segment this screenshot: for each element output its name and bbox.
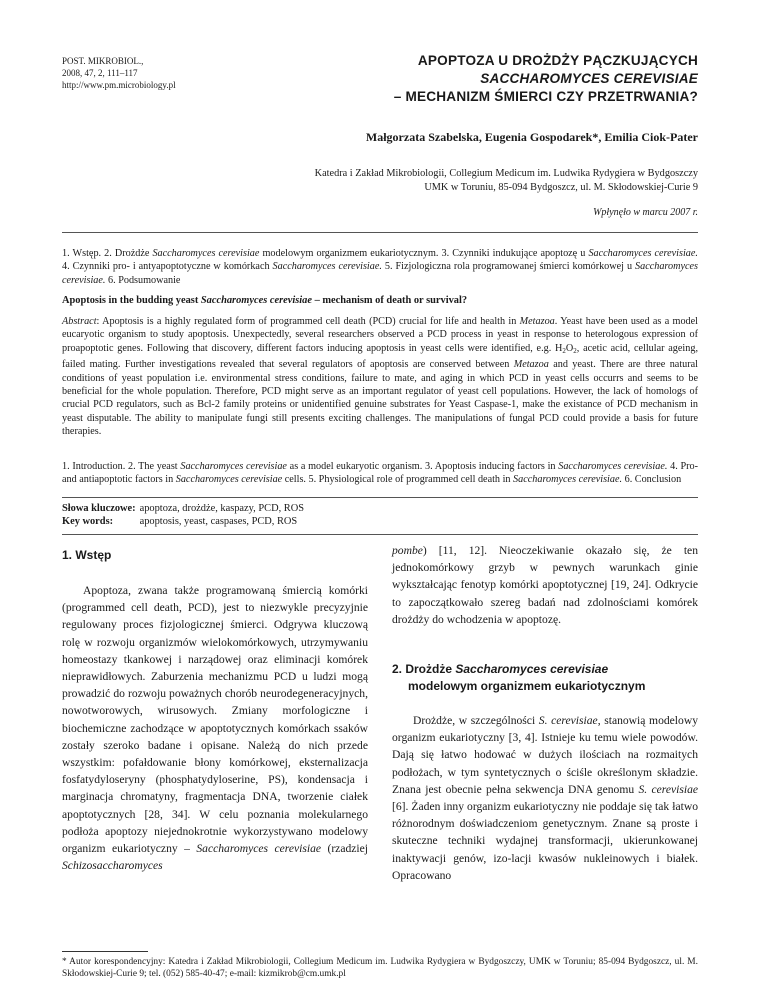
toc-polish: 1. Wstęp. 2. Drożdże Saccharomyces cerevisiae modelowym organizmem eukariotycznym. 3. Czynniki indukujące apoptozę u Saccharomyces cerevisiae. 4. Czynniki pro- i antyapoptotyczne w komórkach Saccharomyces cerevisiae. 5. Fizjologiczna rola programowanej śmierci komórkowej u Saccharomyces cerevisiae. 6. Podsumowanie [62,248,698,286]
column-right [392,542,698,884]
title-line-2: SACCHAROMYCES CEREVISIAE [480,71,698,86]
toc-english: 1. Introduction. 2. The yeast Saccharomyces cerevisiae as a model eukaryotic organism. 3. Apoptosis inducing factors in Saccharomyces cerevisiae. 4. Pro- and antiapoptotic factors in Saccharomyces cerevisiae cells. 5. Physiological role of programmed cell death in Saccharomyces cerevisiae. 6. Conclusion [62,461,699,486]
affiliation-line-1: Katedra i Zakład Mikrobiologii, Collegium Medicum im. Ludwika Rydygiera w Bydgoszczy [314,168,698,179]
journal-volume: 2008, 47, 2, 111–117 [62,68,138,78]
affiliation-line-2: UMK w Toruniu, 85-094 Bydgoszcz, ul. M. Skłodowskiej-Curie 9 [424,182,698,193]
journal-url[interactable]: http://www.pm.microbiology.pl [62,80,176,90]
journal-name: POST. MIKROBIOL., [62,56,144,66]
footnote-corresponding-author: * Autor korespondencyjny: Katedra i Zakład Mikrobiologii, Collegium Medicum im. Ludwika Rydygiera w Bydgoszczy, UMK w Toruniu; 85-094 Bydgoszcz, ul. M. Skłodowskiej-Curie 9; tel. (052) 585-40-47; e-mail: kizmikrob@cm.umk.pl [62,957,698,980]
divider-top [62,232,698,233]
authors: Małgorzata Szabelska, Eugenia Gospodarek*, Emilia Ciok-Pater [365,130,698,144]
section-yeast-model-text: Drożdże, w szczególności S. cerevisiae, stanowią modelowy organizm eukariotyczny [3, 4]. Istnieje ku temu wiele powodów. Dają się łatwo hodować w dużych ilościach na rozmaitych podłożach, w tym syntetycznych o ściśle określonym składzie. Znana jest obecnie pełna sekwencja DNA genomu S. cerevisiae [6]. Żaden inny organizm eukariotyczny nie poddaje się tak łatwo różnorodnym doświadczeniom genetycznym. Znane są proste i skuteczne techniki wydajnej transformacji, ukierunkowanej inaktywacji genów, izo-lacji kwasów nukleinowych i białek. Opracowano [392,714,699,882]
section-intro-text: Apoptoza, zwana także programowaną śmiercią komórki (programmed cell death, PCD), jest to niezwykle precyzyjnie regulowany proces fizjologicznej śmierci. Odgrywa kluczową rolę w rozwoju organizmów wielokomórkowych, utrzymywaniu homeostazy tkankowej i narządowej oraz eliminacji komórek nieprawidłowych. Zaburzenia mechanizmu PCD u ludzi mogą prowadzić do rozwoju poważnych chorób neurodegeneracyjnych, nowotworowych, wirusowych. Zmiany morfologiczne i biochemiczne zachodzące w apoptotycznych komórkach ssaków zostały szeroko badane i opisane. Należą do nich przede wszystkim: pofałdowanie błony komórkowej, eksternalizacja fosfatydyloseryny (phosphatydyloserine, PS), kondensacja i marginacja chromatyny, fragmentacja DNA, tworzenie ciałek apoptotycznych [28, 34]. W celu poznania molekularnego podłoża apoptozy niejednokrotnie wykorzystywano modelowy organizm eukariotyczny – Saccharomyces cerevisiae (rzadziej Schizosaccharomyces [62,584,369,873]
section-intro-continued: pombe) [11, 12]. Nieoczekiwanie okazało się, że ten jednokomórkowy grzyb w pewnych warunkach ginie wykształcając fenotyp komórki apoptotycznej [19, 24]. Odkrycie to zapoczątkowało szereg badań nad zdolnościami komórek drożdży do wchodzenia w apoptozę. [392,544,698,626]
footnote-rule [62,951,148,952]
title-line-3: – MECHANIZM ŚMIERCI CZY PRZETRWANIA? [393,89,698,104]
keywords-pl-label: Słowa kluczowe: [62,503,136,514]
keywords-en-value: apoptosis, yeast, caspases, PCD, ROS [139,516,298,528]
received-date: Wpłynęło w marcu 2007 r. [593,207,698,218]
affiliation [315,167,698,195]
english-title: Apoptosis in the budding yeast Saccharomyces cerevisiae – mechanism of death or survival? [62,295,468,306]
article-title [394,52,698,106]
divider-keywords-bottom [62,534,698,535]
keywords-pl-value: apoptoza, drożdże, kaspazy, PCD, ROS [139,503,304,514]
title-line-1: APOPTOZA U DROŻDŻY PĄCZKUJĄCYCH [417,53,698,68]
section-heading-yeast-model: 2. Drożdże Saccharomyces cerevisiae modelowym organizmem eukariotycznym [392,662,646,694]
abstract: Abstract: Apoptosis is a highly regulated form of programmed cell death (PCD) crucial for life and health in Metazoa. Yeast have been used as a model eucaryotic organism to study apoptosis. Unexpectedly, several researchers observed a PCD process in yeast in response to heterologous expression of proapoptotic genes. Following that discovery, different factors inducing apoptosis in yeast cells were identified, e.g. $H_2O_2$, acetic acid, cellular ageing, failed mating. Further investigations revealed that several regulators of apoptosis are conserved between Metazoa and yeast. There are three natural conditions of yeast population i.e. environmental stress conditions, failure to mate, and aging in which PCD in yeast cells occurrs and seems to be beneficial for the whole population. Therefore, PCD might serve as an important regulator of yeast cell populations. However, the lack of homologs of crucial PCD regulators, such as Bcl-2 family proteins or unidentified genuine substrates for Yeast Caspase-1, make the existance of PCD mechanism in yeast disputable. The ability to manipulate fungi still presents exciting challenges. The manipulations of fungal PCD could provide a basis for future therapies. [62,316,699,438]
journal-citation [62,55,176,91]
section-heading-intro: 1. Wstęp [62,548,112,562]
abstract-label: Abstract [62,316,97,327]
divider-keywords-top [62,497,698,498]
column-left [62,542,368,874]
keywords-en-label: Key words: [62,516,114,528]
keywords [62,502,304,529]
